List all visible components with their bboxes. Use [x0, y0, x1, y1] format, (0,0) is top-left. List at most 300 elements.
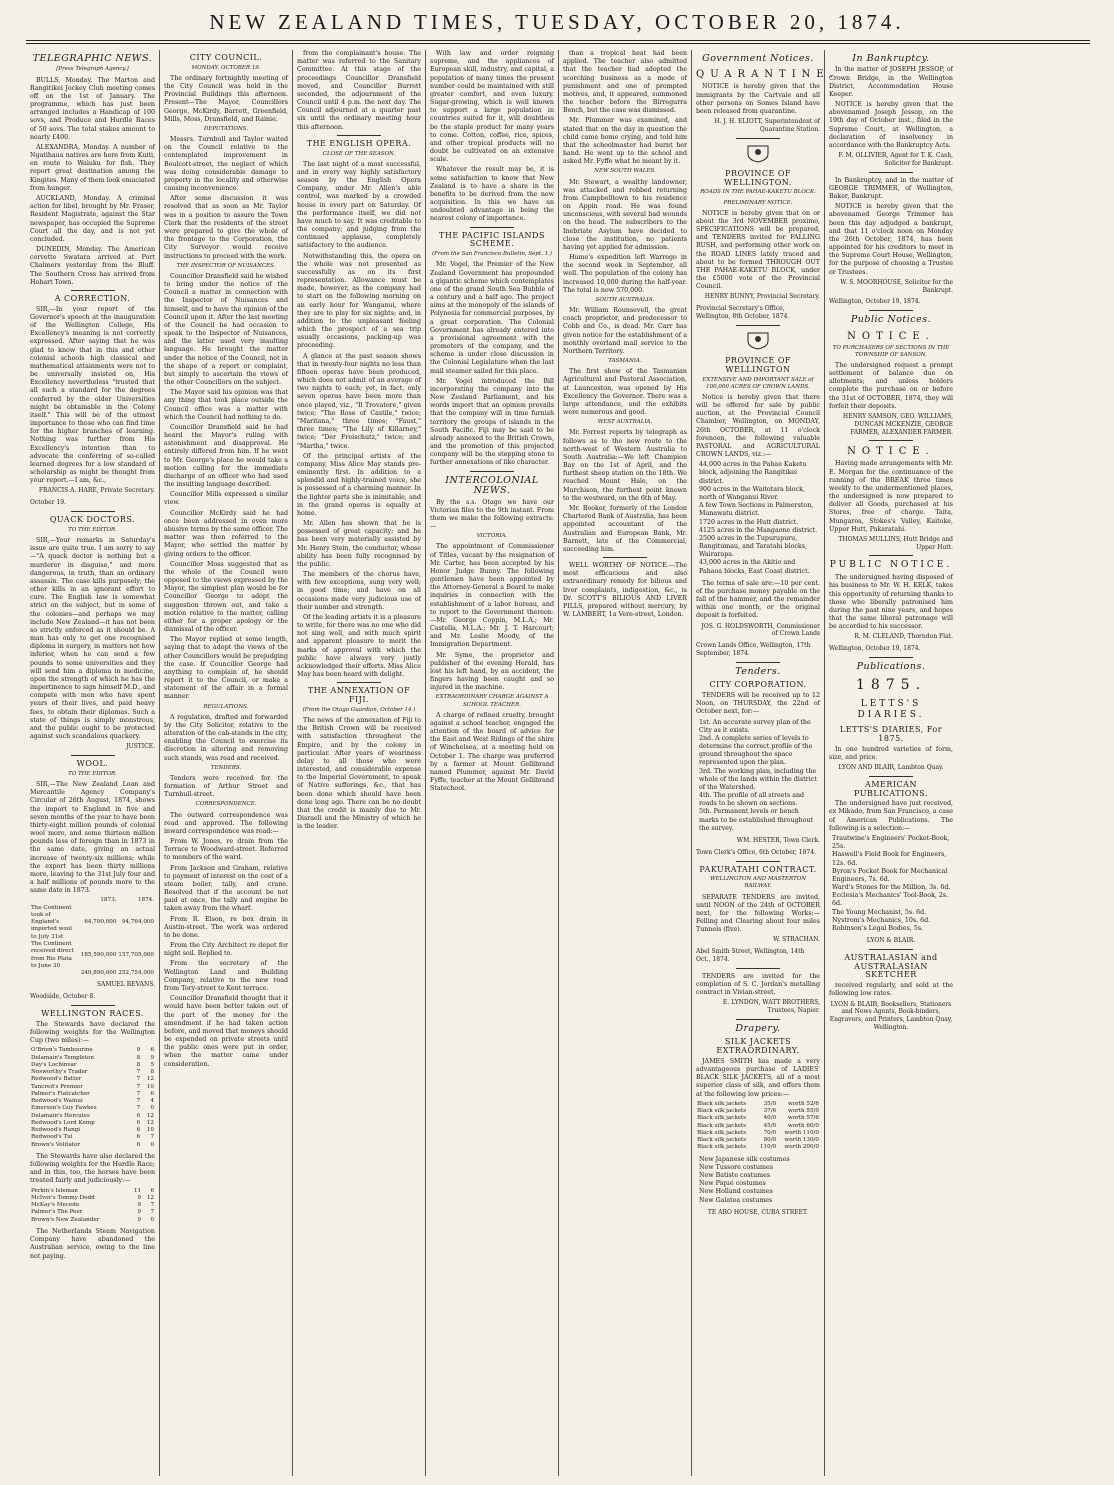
subsection-heading: EXTRAORDINARY CHARGE AGAINST A SCHOOL TEACHER.	[435, 694, 549, 708]
table-row	[30, 1188, 155, 1195]
table-cell: 10	[146, 1127, 154, 1134]
table-cell: O'Brien's Tambourine	[31, 1047, 93, 1054]
table-row	[30, 1055, 155, 1062]
section-subheading: (From the Otago Guardian, October 14.)	[302, 706, 416, 713]
section-heading: In Bankruptcy.	[852, 53, 930, 64]
masthead-rule-2	[26, 43, 1090, 44]
dateline: Wellington, October 19, 1874.	[829, 298, 921, 306]
notice-subtitle: ROADS IN THE PAHAE-KAKETU BLOCK.	[700, 189, 816, 196]
table-cell: 12	[146, 1194, 154, 1201]
table-cell: 157,705,000	[118, 951, 154, 958]
article-text: Councillor Mills expressed a similar view.	[164, 491, 288, 507]
hurdle-table	[30, 1188, 155, 1224]
news-item: DUNEDIN, Monday. The American corvette Swatara arrived at Port Chalmers yesterday from the Bluff. The Southern Cross has arrived from Hobart Town.	[30, 246, 155, 286]
table-cell: 8	[136, 1054, 141, 1061]
notice-subtitle: TO PURCHASERS OF SECTIONS IN THE TOWNSHIP OF SANSON.	[832, 344, 950, 358]
table-cell: worth 57/6	[787, 1115, 819, 1122]
section-heading: Public Notices.	[850, 314, 932, 326]
article-text: from the complainant's house. The matter was referred to the Sanitary Committee. At this stage of the proceedings Councillor Dransfield moved, and Councillor Burrett seconded, the adjournment of the Council until 4 p.m. the next day. The Council adjourned at a quarter past six until the ordinary meeting hour this afternoon.	[297, 50, 421, 131]
article-text: From the secretary of the Wellington Land and Building Company, relative to the new road from Tory-street to Kent terrace.	[164, 960, 288, 992]
table-cell: 8	[136, 1061, 141, 1068]
notice-text: SEPARATE TENDERS are invited, until NOON of the 24th of OCTOBER next, for the following Works:— Felling and Clearing about four miles Tunnels (five).	[696, 893, 820, 934]
list-item: Robinson's Legal Bodies, 5s.	[832, 924, 924, 932]
notice-text: NOTICE is hereby given that the abovenamed George Trimmer has been this day adjudged a bankrupt, and that 11 o'clock noon on Monday the 26th October, 1874, has been appointed for his creditors to meet in the Supreme Court House, Wellington, for the purpose of choosing a Trustee or Trustees.	[829, 203, 953, 276]
table-cell: 9	[137, 1216, 142, 1223]
table-row	[696, 1137, 820, 1144]
article-text: than a tropical heat had been applied. The teacher also admitted that the teacher had adopted the scorching business as a mode of punishment and one of prompted motives, and, it appeared, summoned the teacher before the Birregurra Bench, but the case was dismissed.	[563, 50, 687, 115]
table-row	[696, 1144, 820, 1151]
table-cell: Brown's New Zealander	[31, 1216, 100, 1223]
divider	[337, 682, 381, 683]
table-cell: Delamain's Templeton	[31, 1054, 94, 1061]
divider	[736, 138, 780, 139]
divider	[869, 949, 913, 950]
column-4	[425, 50, 558, 1476]
list-item: 2500 acres in the Tupurupuru, Rangitumau, and Taratahi blocks, Wairarapa.	[699, 534, 807, 559]
article-text: From R. Elson, re box drain in Austin-street. The work was ordered to be done.	[164, 915, 288, 939]
masthead: NEW ZEALAND TIMES, TUESDAY, OCTOBER 20, 1874.	[209, 10, 905, 34]
signature: H. J. H. ELIOTT, Superintendent of Quarantine Station.	[714, 118, 820, 133]
table-cell: 185,590,000	[80, 951, 117, 958]
list-item: New Batiste costumes	[699, 1172, 771, 1180]
price-table	[696, 1101, 820, 1152]
article-text: A glance at the past season shows that in twenty-four nights no less than fifteen operas have been produced, which does not admit of an average of two nights to each; yet, in fact, only seven operas have been more than once played, viz., "Il Trovatore," given twice; "The Rose of Castile," twice; "Maritana," three times; "Faust," three times; "The Lily of Killarney," twice; "Der Freischutz," twice; and "Martha," twice.	[297, 352, 421, 450]
article-text: Notwithstanding this, the opera on the whole was not presented as successfully as on its first representation. Allowance must be made, however, as the company had to start on the following morning on an early hour for Wanganui, where they are to play for six nights; and, in addition to the unpleasant feeling which the prospect of a sea trip usually occasions, packing-up was proceeding.	[297, 252, 421, 350]
advertisement-text: In one hundred varieties of form, size, and price.	[829, 745, 953, 761]
table-cell: 6	[136, 1141, 141, 1148]
article-text: The news of the annexation of Fiji to the British Crown will be received with satisfaction throughout the Empire, and by the colony in particular. After years of weariness delay to all those who were interested, and considerable expense to the Imperial Government, to speak of Native sufferings, &c., that has been done which should have been done long ago. There can be no doubt that the credit is mainly due to Mr. Disraeli and the Ministry of which he is the leader.	[297, 717, 421, 831]
table-cell: 0	[150, 1141, 154, 1148]
article-text: The Stewards have declared the following weights for the Wellington Cup (two miles):—	[30, 1020, 155, 1045]
table-cell: 110/0	[760, 1144, 777, 1151]
dateline: Crown Lands Office, Wellington, 17th September, 1874.	[696, 642, 811, 657]
article-text: Councillor Dransfield said he wished to bring under the notice of the Council a matter in connection with the Inspector of Nuisances and himself, and to have the opinion of the Council upon it. After the last meeting of the Council he had occasion to speak to the Inspector of Nuisances, and the latter used very insulting language. He brought the matter under the notice of the Council, not in the shape of a report or complaint, but simply to ascertain the views of the other Councillors on the subject.	[164, 272, 288, 387]
subsection-heading: DEPUTATIONS.	[203, 125, 249, 132]
section-subheading: TO THE EDITOR.	[68, 770, 117, 777]
table-cell: worth 200/0	[784, 1144, 819, 1151]
table-cell: 249,890,000	[80, 970, 117, 977]
subsection-heading: SOUTH AUSTRALIA.	[595, 296, 655, 303]
races-table	[30, 1047, 155, 1149]
table-row	[30, 1127, 155, 1134]
dateline: Woodside, October 8.	[30, 993, 96, 1001]
list-item: 4th. The profile of all streets and roads to be shown on sections.	[699, 792, 805, 808]
table-cell: Black silk jackets	[697, 1129, 747, 1136]
divider	[603, 557, 647, 558]
table-row	[30, 941, 155, 970]
list-item: A few Town Sections in Palmerston, Manawatu district.	[699, 502, 814, 518]
table-row	[30, 1047, 155, 1054]
notice-title: NOTICE.	[847, 446, 935, 458]
table-cell	[30, 897, 80, 904]
list-item: New Tussore costumes	[699, 1163, 773, 1171]
letter-text: SIR,—The New Zealand Loan and Mercantile Agency Company's Circular of 26th August, 1874, shows the import to England in five and seven months of the year to have been thirty-eight million pounds of colonial wool more, and some thirteen million pounds less of foreign than in 1873 in the same date, giving an actual increase of twenty-six millions; while the export has been thirty millions more, leaving to the 31st July four and a half millions of pounds more to the same date in 1873.	[30, 781, 155, 895]
advertisement-subtitle: LETTS'S DIARIES, For 1875.	[839, 724, 943, 743]
table-row	[30, 1217, 155, 1224]
table-cell: Redwood's Batter	[31, 1076, 82, 1083]
table-cell: 7	[136, 1083, 141, 1090]
divider	[337, 135, 381, 136]
notice-title: PROVINCE OF WELLINGTON.	[724, 168, 792, 187]
table-cell: McIvor's Tommy Dodd	[31, 1194, 95, 1201]
table-row	[30, 1202, 155, 1209]
table-row	[30, 1142, 155, 1149]
divider	[736, 662, 780, 663]
signature: JUSTICE.	[126, 743, 155, 751]
table-cell: Black silk jackets	[697, 1100, 747, 1107]
dateline: October 19.	[30, 499, 67, 507]
article-text: Mr. Vogel introduced the Bill incorporating the company into the New Zealand Parliament, and his words import that an opinion prevails that the company will in time furnish territory the groups of islands in the South Pacific. Fiji may be said to be already annexed to the British Crown, and the promotion of this projected company will be the stepping stone to further annexations of like character.	[430, 377, 554, 467]
divider	[736, 968, 780, 969]
section-heading: A CORRECTION.	[54, 293, 131, 303]
article-text: With law and order reigning supreme, and the appliances of European skill, industry, and capital, a population of many times the present number could be maintained with still greater comfort, and even luxury. Sugar-growing, which is well known to support a large population in countries suited for it, will doubtless be the staple product for many years to come. Cotton, coffee, rice, spices, and other tropical products will no doubt be cultivated on an extensive scale.	[430, 50, 554, 164]
wool-table	[30, 897, 155, 977]
table-cell: Black silk jackets	[697, 1137, 747, 1144]
signature: TE ARO HOUSE, CUBA STREET.	[707, 1208, 809, 1216]
subsection-heading: TASMANIA.	[608, 358, 642, 365]
table-row	[30, 905, 155, 941]
divider	[71, 755, 115, 756]
article-text: Councillor Dransfield thought that it would have been better taken out of the part of the money for the amendment if he had taken action before, and moved that moneys should be expended on private streets until the public ones were put in order, when the matter came under consideration.	[164, 995, 288, 1068]
list-item: Nystrom's Mechanics, 10s. 6d.	[832, 916, 931, 924]
section-subheading: (From the San Francisco Bulletin, Sept. 1.)	[431, 251, 553, 258]
section-heading: Publications.	[856, 660, 926, 672]
article-text: Of the leading artists it is a pleasure to write, for there was no one who did not sing well, and with much spirit and apparent pleasure to merit the marks of approval with which the public have always very justly acknowledged their efforts. Miss Alice May has been heard with delight.	[297, 613, 421, 679]
notice-text: TENDERS will be received up to 12 Noon, on THURSDAY, the 22nd of October next, for:—	[696, 691, 820, 716]
advertisement-title: AUSTRALASIAN and AUSTRALASIAN SKETCHER	[844, 952, 938, 980]
table-cell: 94,764,000	[121, 919, 154, 926]
signature: HENRY BUNNY, Provincial Secretary.	[704, 293, 820, 301]
list-item: 44,000 acres in the Pahae Kaketu block, adjoining the Rangitikei district.	[699, 461, 807, 485]
table-cell: Redwood's Tui	[31, 1134, 73, 1141]
section-heading: QUACK DOCTORS.	[49, 515, 136, 525]
news-item: The Netherlands Steam Navigation Company have abandoned the Australian service, owing to the line not paying.	[30, 1227, 155, 1260]
table-row	[30, 1098, 155, 1105]
article-text: Councillor Dransfield said he had heard the Mayor's ruling with astonishment and disapproval. He entirely differed from him. If he went to Mr. George's place he would take a motion calling for the immediate discharge of an officer who had used the insulting language described.	[164, 423, 288, 489]
table-row	[696, 1108, 820, 1115]
letter-text: SIR,—In your report of the Governor's speech at the inauguration of the Wellington College, His Excellency's meaning is not correctly expressed. After saying that he was glad to know that in this and other colonial schools high classical and mathematical attainments were not to be universally insisted on, His Excellency nevertheless "trusted that all such a standard for the degrees conferred by the older Universities might be obtainable in the Colony itself." This will be of the utmost importance to those who can find time for the higher branches of learning. Nothing was further from His Excellency's intention than to advocate the conferring of so-called learned degrees for a low standard of scholarship as might be thought from your report.—I am, &c.,	[30, 305, 155, 485]
article-text: Mr. Booker, formerly of the London Chartered Bank of Australia, has been appointed accountant of the Australian and European Bank, Mr. Barnett, late of the Commercial, succeeding him.	[563, 504, 687, 553]
list-item: New Piqué costumes	[699, 1180, 766, 1188]
table-cell: The Continent took of England's imported wool to July 31st	[31, 904, 72, 940]
notice-title: NOTICE.	[847, 330, 935, 342]
list-item: 3rd. The working plan, including the whole of the lands within the district of the Watershed.	[699, 767, 817, 791]
table-cell: Day's Lochinvar	[31, 1061, 77, 1068]
list-item: Ecclesia's Mechanics' Tool-Book, 2s. 6d.	[832, 892, 949, 908]
notice-text: NOTICE is hereby given that the immigrants by the Cartvale and all other persons on Somes Island have been released from quarantine.	[696, 83, 820, 115]
signature: F. M. OLLIVIER, Agent for T. K. Cash, Solicitor for Bankrupt.	[838, 152, 953, 167]
section-heading: THE PACIFIC ISLANDS SCHEME.	[439, 230, 545, 249]
table-cell: Tancred's Premier	[31, 1083, 83, 1090]
table-cell: 7	[136, 1076, 141, 1083]
table-cell: 80/0	[763, 1137, 777, 1144]
divider	[869, 657, 913, 658]
table-cell: The Continent received direct from Rio Plata to June 30	[31, 941, 74, 969]
column-5	[558, 50, 691, 1476]
advertisement-title: SILK JACKETS EXTRAORDINARY.	[716, 1037, 800, 1056]
table-cell: 7	[150, 1202, 154, 1209]
article-text: Messrs. Turnbull and Taylor waited on the Council relative to the contemplated improvement in Boulcott-street, the neglect of which was doing considerable damage to property in the locality and otherwise causing inconvenience.	[164, 136, 288, 193]
article-text: The last night of a most successful, and in every way highly satisfactory season by the English Opera Company, under Mr. Allen's able control, was marked by a crowded house in every part on Saturday. Of the performance itself, we did not have much to say. It was creditable to the company; and judging from the continued applause, completely satisfactory to the audience.	[297, 160, 421, 250]
table-cell: 252,754,000	[118, 970, 154, 977]
table-row	[30, 897, 155, 904]
notice-title: PROVINCE OF WELLINGTON	[725, 356, 791, 374]
table-cell: 12	[146, 1112, 154, 1119]
table-cell: Black silk jackets	[697, 1122, 747, 1129]
table-row	[30, 1062, 155, 1069]
table-cell: Redwood's Wainui	[31, 1098, 83, 1105]
table-cell: 9	[150, 1054, 154, 1061]
table-cell: 7	[136, 1069, 141, 1076]
notice-text: NOTICE is hereby given that on or about the 3rd NOVEMBER proximo, SPECIFICATIONS will be prepared, and TENDERS invited for FALLING BUSH, and performing other work on the ROAD LINES lately traced and about to be formed THROUGH OUT THE PAHAE-KAKETU BLOCK, under the £5000 vote of the Provincial Council.	[696, 209, 820, 291]
news-item: ALEXANDRA, Monday. A number of Ngatihaua natives are here from Kuiti, en route to Waiuku for fish. They report great destination among the Kingites. Many of them look emaciated from hunger.	[30, 143, 155, 192]
signature: LYON & BLAIR.	[866, 937, 916, 945]
advertisement-title: AMERICAN PUBLICATIONS.	[853, 779, 929, 798]
table-cell: 6	[136, 1119, 141, 1126]
table-cell: 7	[136, 1105, 141, 1112]
table-cell: Palmer's Flatcatcher	[31, 1090, 90, 1097]
signature: SAMUEL REVANS.	[96, 981, 155, 989]
article-text: The Stewards have also declared the following weights for the Hurdle Race; and in this, too, the horses have been treated fairly and judiciously:—	[30, 1152, 155, 1185]
list-item: 1st. An accurate survey plan of the City as it exists.	[699, 718, 811, 734]
divider	[470, 471, 514, 472]
masthead-rule	[26, 40, 1090, 41]
costume-list	[696, 1156, 820, 1205]
table-cell: Black silk jackets	[697, 1115, 747, 1122]
table-cell: 6	[150, 1047, 154, 1054]
list-item: Trautwine's Engineers' Pocket-Book, 25s.	[832, 834, 950, 851]
divider	[869, 555, 913, 556]
section-heading: TELEGRAPHIC NEWS.	[32, 53, 153, 64]
table-cell: 37/6	[763, 1108, 777, 1115]
article-text: A regulation, drafted and forwarded by the City Solicitor, relative to the alteration of the cab-stands in the city, enabling the Council to exercise its discretion in altering and removing such stands, was read and received.	[164, 713, 288, 762]
table-cell: 0	[150, 1105, 154, 1112]
notice-title: CITY CORPORATION.	[709, 680, 807, 690]
table-cell: 1873.	[100, 897, 117, 904]
signature: JOS. G. HOLDSWORTH, Commissioner of Crown Lands	[701, 622, 820, 638]
article-text: From the City Architect re depot for night soil. Replied to.	[164, 942, 288, 958]
table-cell: 9	[136, 1047, 141, 1054]
subsection-heading: NEW SOUTH WALES.	[594, 168, 656, 175]
article-text: Mr. Syme, the proprietor and publisher of the evening Herald, has lost his left hand, by an accident, the fingers having been caught and so injured in the machine.	[430, 651, 554, 692]
subsection-heading: REGULATIONS.	[203, 703, 249, 710]
article-text: The appointment of Commissioner of Titles, vacant by the resignation of Mr. Carter, has been accepted by his Honor Judge Bunny. The following gentlemen have been appointed by the Attorney-General a Board to make inquiries in connection with the establishment of a labor bureau, and to report to the Government thereon:—Mr. George Coppin, M.L.A.; Mr. Castella, M.L.A.; Mr. J. T. Harcourt; and Mr. Leslie Moody, of the Immigration Department.	[430, 543, 554, 649]
table-cell: Palmer's The Peer	[31, 1209, 83, 1216]
subsection-heading: THE INSPECTOR OF NUISANCES.	[176, 262, 276, 269]
column-3	[292, 50, 425, 1476]
section-heading: INTERCOLONIAL NEWS.	[445, 474, 539, 497]
column-2	[159, 50, 292, 1476]
table-cell: 40/0	[763, 1115, 777, 1122]
advertisement-text: The undersigned have just received, ex Mikado, from San Francisco, a case of American Publications. The following is a selection:—	[829, 800, 953, 832]
list-item: 43,000 acres in the Akitio and Pahaoa blocks, East Coast district.	[699, 559, 810, 575]
table-row	[30, 1091, 155, 1098]
article-text: Mr. William Rounsevell, the great coach proprietor, and predecessor to Cobb and Co., is dead. Mr. Carr has given notice for the establishment of a monthly overland mail service to the Northern Territory.	[563, 307, 687, 355]
signature: R. M. CLELAND, Thorndon Flat.	[854, 633, 953, 641]
section-heading: Drapery.	[735, 1022, 781, 1034]
article-text: From Jackson and Graham, relative to payment of interest on the cost of a steam boiler, tally, and crane. Resolved that if the account be not paid at once, the tally and engine be taken away from the wharf.	[164, 864, 288, 913]
table-row	[30, 1084, 155, 1091]
subsection-heading: WEST AUSTRALIA.	[597, 419, 653, 426]
table-cell: 6	[136, 1134, 141, 1141]
divider	[869, 172, 913, 173]
table-cell: 7	[150, 1209, 154, 1216]
divider	[736, 861, 780, 862]
list-item: New Galatea costumes	[699, 1196, 773, 1204]
page-columns	[26, 50, 1090, 1476]
notice-subtitle: WELLINGTON AND MASTERTON RAILWAY.	[709, 876, 807, 890]
table-row	[30, 1134, 155, 1141]
notice-title: PUBLIC NOTICE.	[829, 560, 953, 571]
section-heading: Tenders.	[735, 665, 781, 677]
article-text: The first show of the Tasmanian Agricultural and Pastoral Association, at Launceston, was opened by His Excellency the Governor. There was a large attendance, and the exhibits were numerous and good.	[563, 368, 687, 417]
table-cell: 12	[146, 1076, 154, 1083]
list-item: The Young Mechanist, 5s. 6d.	[832, 908, 927, 916]
notice-subtitle: EXTENSIVE AND IMPORTANT SALE of 100,000 ACRES OF CROWN LANDS.	[702, 376, 814, 390]
notice-text: In Bankruptcy, and in the matter of GEORGE TRIMMER, of Wellington, Baker, Bankrupt.	[829, 176, 953, 201]
article-text: Tenders were received for the formation of Arthur Street and Turnbull-street.	[164, 774, 288, 799]
advertisement-text: received regularly, and sold at the following low rates.	[829, 982, 953, 998]
table-cell: worth 60/0	[787, 1122, 819, 1129]
table-cell: 6	[136, 1112, 141, 1119]
signature: HENRY SAMSON, GEO. WILLIAMS, DUNCAN MCKENZIE, GEORGE FARMER, ALEXANDER FARMER.	[842, 412, 953, 436]
article-text: Councillor Moss suggested that as the whole of the Council were opposed to the views expressed by the Mayor, the simplest plan would be for Councillor George to adopt the suggestion thrown out, and take a motion relative to the matter, calling either for a proper apology or the dismissal of the officer.	[164, 560, 288, 634]
list-item: 900 acres in the Waitotara block, north of Wanganui River.	[699, 485, 805, 501]
dateline: MONDAY, OCTOBER 19.	[191, 64, 261, 71]
signature: LYON & BLAIR, Booksellers, Stationers and News Agents, Book-binders, Engravers, and Printers, Lambton Quay, Wellington.	[829, 1000, 953, 1031]
signature: THOMAS MULLINS, Hutt Bridge and Upper Hutt.	[838, 535, 953, 551]
table-cell: 9	[137, 1209, 142, 1216]
table-cell: 11	[133, 1187, 142, 1194]
list-item: Byron's Pocket Book for Mechanical Engineers, 7s. 6d.	[832, 867, 948, 883]
table-cell: 64,700,000	[84, 919, 117, 926]
coat-of-arms-icon	[696, 143, 820, 166]
table-row	[30, 1076, 155, 1083]
table-row	[696, 1115, 820, 1122]
coat-of-arms-icon	[696, 330, 820, 353]
table-row	[30, 1209, 155, 1216]
article-text: Mr. Allen has shown that he is possessed of great capacity; and he has been very materially assisted by Mr. Henry Stein, the conductor, whose ability has been fully recognised by the public.	[297, 520, 421, 568]
table-cell: Nosworthy's Trader	[31, 1069, 88, 1076]
article-text: The members of the chorus have, with few exceptions, sung very well; in good time; and have on all occasions made very judicious use of their number and strength.	[297, 571, 421, 611]
article-text: A charge of refined cruelty, brought against a school teacher, engaged the attention of the board of advice for the East and West Ridings of the shire of Winchelsea, at a meeting held on October 1. The charge was preferred by a farmer at Mount Gellibrand named Plummer, against Mr. David Fyffe, teacher at the Mount Gellibrand Statechool.	[430, 711, 554, 793]
article-text: The outward correspondence was read and approved. The following inward correspondence was read:—	[164, 811, 288, 835]
table-cell: 9	[137, 1194, 142, 1201]
table-cell: 6	[136, 1127, 141, 1134]
article-text: The Mayor replied at some length, saying that to adopt the views of the other Councillors would be prejudging the case. If Councillor George had anything to complain of, he should report it to the Council, or make a statement of the affair in a formal manner.	[164, 636, 288, 701]
notice-subtitle: PRELIMINARY NOTICE.	[723, 199, 793, 206]
table-cell: worth 52/6	[787, 1100, 819, 1107]
table-cell: Redwood's Rangi	[31, 1127, 81, 1134]
article-text: Councillor McKirdy said he had once been addressed in even more abusive terms by the same officer. The matter was then referred to the Mayor, who settled the matter by giving orders to the officer.	[164, 509, 288, 558]
table-cell: Black silk jackets	[697, 1144, 747, 1151]
table-row	[696, 1130, 820, 1137]
dateline: Provincial Secretary's Office, Wellington, 8th October, 1874.	[696, 305, 790, 321]
article-text: Mr. Plummer was examined, and stated that on the day in question the child came home crying, and told him that the schoolmaster had burnt her hand. He went up to the school and asked Mr. Fyffe what he meant by it.	[563, 117, 687, 166]
article-text: Mr. Forrest reports by telegraph as follows as to the new route to the north-west of Western Australia to South Australia:—We left Champion Bay on the 1st of April, and the furthest sheep station on the 18th. We reached Mount Hale, on the Murchison, the furthest point known to the westward, on the 6th of May.	[563, 429, 687, 502]
list-item: New Japanese silk costumes	[699, 1155, 790, 1163]
list-item: 4125 acres in the Mangaone district.	[699, 526, 818, 534]
table-cell: 7	[150, 1134, 154, 1141]
table-row	[30, 970, 155, 977]
article-text: The Mayor said his opinion was that any thing that took place outside the Council office was a matter with which the Council had nothing to do.	[164, 389, 288, 421]
news-item: AUCKLAND, Monday. A criminal action for libel, brought by Mr. Fraser, Resident Magistrate, against the Star newspaper, has occupied the Supreme Court all the day, and is not yet concluded.	[30, 194, 155, 243]
divider	[736, 1019, 780, 1020]
divider	[71, 290, 115, 291]
news-item: BULLS, Monday. The Marton and Rangitikei Jockey Club meeting comes off on the 1st of January. The programme, which has just been arranged includes a Handicap of 100 sovs, and Produce and Hurdle Races of 50 sovs. The total stakes amount to nearly £400.	[30, 76, 155, 141]
article-text: From W. Jones, re drain from the Terrace to Woodward-street. Referred to members of the ward.	[164, 838, 288, 862]
article-text: Whatever the result may be, it is some satisfaction to know that New Zealand is to have a share in the benefits to be derived from the new acquisition. In this we have an undoubted advantage in being the nearest colony of importance.	[430, 166, 554, 223]
table-cell: 10	[146, 1083, 154, 1090]
signature: WM. HESTER, Town Clerk.	[736, 836, 820, 844]
list-item: 5th. Permanent levels or bench marks to be established throughout the survey.	[699, 808, 814, 832]
article-text: The ordinary fortnightly meeting of the City Council was held in the Provincial Buildings this afternoon. Present—The Mayor, Councillors George, McKirdy, Barrett, Greenfield, Mills, Moss, Dransfield, and Rainie.	[164, 74, 288, 123]
letter-text: SIR,—Your remarks in Saturday's issue are quite true. I am sorry to say—"A quack doctor is nothing but a murderer in disguise," and more dangerous, in truth, than an ordinary assassin. The case kills purposely; the other kills in an ignorant effort to cure. The English law is somewhat strict on the subject, but in some of the colonies—and perhaps we may include New Zealand—it has not been so strictly enforced as it should be. A man has only to get one recognised diploma in surgery, in matters not how inferior, when he can send a few pounds to some universities and they will send him a diploma in medicine, upon the strength of which he has the impertinence to sign himself M.D., and compete with men who have spent years of their lives, and paid heavy fees, to obtain their diplomas. Such a state of things is simply monstrous, and the public ought to be protected against such scandalous quackery.	[30, 536, 155, 741]
section-subheading: TO THE EDITOR.	[68, 526, 117, 533]
advertisement-text: JAMES SMITH has made a very advantageous purchase of LADIES' BLACK SILK JACKETS, all of a most superior class of silk, and offers them at the following low prices:—	[696, 1057, 820, 1098]
book-list	[829, 835, 953, 933]
notice-text: TENDERS are invited for the completion of S. C. Jordan's metalling contract in Vivian-street.	[696, 972, 820, 997]
table-cell: worth 130/0	[784, 1137, 819, 1144]
list-item: Ward's Stones for the Million, 3s. 6d.	[832, 884, 951, 892]
divider	[869, 440, 913, 441]
table-cell: 6	[150, 1090, 154, 1097]
list-item: 1720 acres in the Hutt district.	[699, 518, 799, 526]
signature: E. LYNDON, WATT BROTHERS, Trustees, Napier.	[722, 999, 820, 1015]
subsection-heading: TENDERS.	[210, 764, 242, 771]
article-text: By the s.s. Otago we have our Victorian files to the 9th instant. From them we make the following extracts:—	[430, 498, 554, 531]
table-row	[30, 1069, 155, 1076]
divider	[71, 1005, 115, 1006]
table-cell: Emerson's Guy Fawkes	[31, 1105, 97, 1112]
list-item: Haswell's Field Book for Engineers, 12s. 6d.	[832, 851, 947, 867]
signature: LYON AND BLAIR, Lambton Quay.	[838, 763, 944, 771]
table-cell: 0	[150, 1216, 154, 1223]
divider	[470, 227, 514, 228]
article-text: After some discussion it was resolved that as soon as Mr. Taylor was in a position to assure the Town Clerk that the residents of the street were prepared to give the whole of the frontage to the Corporation, the City Surveyor would receive instructions to proceed with the work.	[164, 195, 288, 260]
table-cell: 5	[150, 1061, 154, 1068]
table-cell: 4	[150, 1098, 154, 1105]
table-cell: 6	[150, 1187, 154, 1194]
table-row	[30, 1120, 155, 1127]
notice-text: NOTICE is hereby given that the abovenamed Joseph Jessop, on the 19th day of October inst., filed in the Supreme Court, at Wellington, a declaration of insolvency in accordance with the Bankruptcy Acts.	[829, 101, 953, 149]
section-heading: WOOL.	[76, 759, 109, 769]
table-cell: worth 55/0	[787, 1108, 819, 1115]
article-text: Mr. Vogel, the Premier of the New Zealand Government has propounded a gigantic scheme which contemplates one of the grand South Sea Bubble of a century and a half ago. The project aims at the monopoly of the islands of Polynesia for commercial purposes, by a great corporation. The Colonial Government has already entered into a provisional agreement with the promoters of the company, and the scheme is under close discussion in the Colonial Legislature when the last mail steamer sailed for this place.	[430, 261, 554, 375]
advertisement-title: LETTS'S DIARIES.	[857, 698, 925, 721]
column-7	[824, 50, 957, 1476]
article-text: Mr. Stewart, a wealthy landowner, was attacked and robbed returning from Campbelltown to his residence on Appin road. He was found unconscious, with several bad wounds on the head. The subscribers to the Inebriate Asylum have decided to close the institution, no patients having yet applied for admission.	[563, 178, 687, 251]
table-cell: McKay's Mecedo	[31, 1202, 80, 1209]
table-cell: 8	[150, 1069, 154, 1076]
advertisement-text: WELL WORTHY OF NOTICE.—The most efficacious and also extraordinary remedy for bilious and liver complaints, indigestion, &c., is Dr. SCOTT'S BILIOUS AND LIVER PILLS, prepared without mercury, by W. LAMBERT, 1a Vere-street, London.	[563, 562, 687, 619]
table-cell: 35/0	[763, 1100, 777, 1107]
notice-title: QUARANTINE.	[696, 69, 839, 81]
table-cell: Delamain's Hercules	[31, 1112, 90, 1119]
table-cell: 9	[137, 1202, 142, 1209]
table-cell: worth 110/0	[784, 1129, 819, 1136]
divider	[71, 511, 115, 512]
table-cell: 7	[136, 1090, 141, 1097]
notice-text: Having made arrangements with Mr. E. Morgan for the continuance of the running of the BREAK three times weekly to the undermentioned places, the undersigned is now prepared to deliver all Goods, purchased at his Stores, free of charge. Taita, Mungaroa, Stokes's Valley, Kaitoke, Upper Hutt, Pakaratahi.	[829, 460, 954, 533]
dateline: Abel Smith Street, Wellington, 14th Oct., 1874.	[696, 948, 805, 964]
section-heading: CITY COUNCIL.	[189, 53, 263, 62]
table-row	[30, 1195, 155, 1202]
dateline: Town Clerk's Office, 6th October, 1874.	[696, 848, 816, 856]
tender-list	[696, 719, 820, 833]
table-row	[30, 1113, 155, 1120]
signature: W. STRACHAN.	[773, 936, 820, 944]
